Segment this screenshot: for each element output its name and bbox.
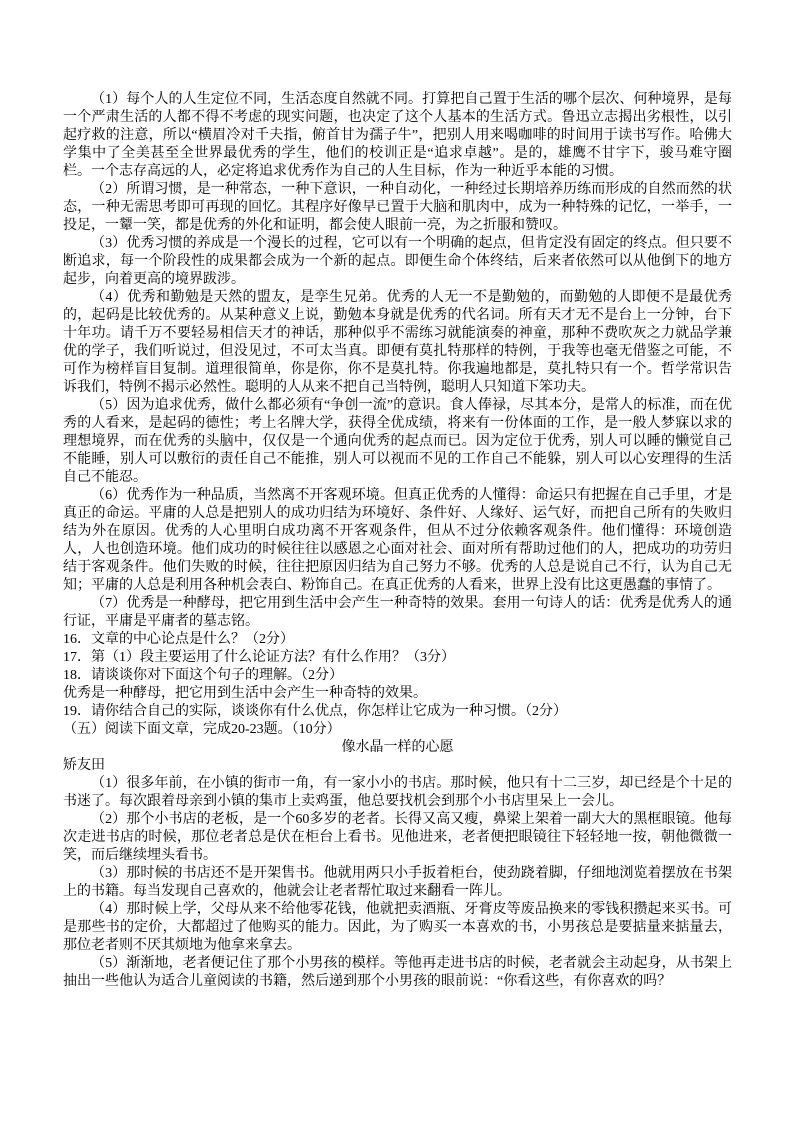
essay1-paragraph-2: （2）所谓习惯，是一种常态，一种下意识，一种自动化，一种经过长期培养历练而形成的自然而然的状态，一种无需思考即可再现的回忆。其程序好像早已置于大脑和肌肉中，成为一种特殊的记忆，一举手，一投足，一颦一笑，都是优秀的外化和证明，都会使人眼前一亮，为之折服和赞叹。 bbox=[63, 182, 732, 233]
question-18: 18．请谈谈你对下面这个句子的理解。（2分） bbox=[63, 668, 343, 683]
essay-excellence-habit bbox=[63, 91, 732, 631]
essay1-paragraph-3: （3）优秀习惯的养成是一个漫长的过程，它可以有一个明确的起点，但肯定没有固定的终点。但只要不断追求，每一个阶段性的成果都会成为一个新的起点。即便生命个体终结，后来者依然可以从他倒下的地方起步，向着更高的境界跋涉。 bbox=[63, 236, 732, 287]
question-17: 17．第（1）段主要运用了什么论证方法？有什么作用？（3分） bbox=[63, 650, 455, 665]
passage-author: 矫友田 bbox=[63, 758, 105, 773]
essay1-paragraph-7: （7）优秀是一种酵母，把它用到生活中会产生一种奇特的效果。套用一句诗人的话：优秀是优秀人的通行证，平庸是平庸者的墓志铭。 bbox=[63, 596, 732, 629]
passage2-paragraph-4: （4）那时候上学，父母从来不给他零花钱，他就把卖酒瓶、牙膏皮等废品换来的零钱积攒起来买书。可是那些书的定价，大都超过了他购买的能力。因此，为了购买一本喜欢的书，小男孩总是要掂量来掂量去，那位老者则不厌其烦地为他拿来拿去。 bbox=[63, 902, 732, 953]
essay1-paragraph-5: （5）因为追求优秀，做什么都必须有“争创一流”的意识。食人俸禄，尽其本分，是常人的标准，而在优秀的人看来，是起码的德性；考上名牌大学，获得全优成绩，将来有一份体面的工作，是一般人梦寐以求的理想境界，而在优秀的头脑中，仅仅是一个通向优秀的起点而已。因为定位于优秀，别人可以睡的懒觉自己不能睡，别人可以敷衍的责任自己不能推，别人可以视而不见的工作自己不能躲，别人可以心安理得的生活自己不能忍。 bbox=[63, 398, 732, 485]
passage2-paragraph-3: （3）那时候的书店还不是开架售书。他就用两只小手扳着柜台，使劲跷着脚，仔细地浏览着摆放在书架上的书籍。每当发现自己喜欢的，他就会让老者帮忙取过来翻看一阵儿。 bbox=[63, 866, 732, 899]
essay1-paragraph-4: （4）优秀和勤勉是天然的盟友，是孪生兄弟。优秀的人无一不是勤勉的，而勤勉的人即便不是最优秀的，起码是比较优秀的。从某种意义上说，勤勉本身就是优秀的代名词。所有天才无不是台上一分钟，台下十年功。请千万不要轻易相信天才的神话，那种似乎不需练习就能演奏的神童，那种不费吹灰之力就品学兼优的学子，我们听说过，但没见过，不可太当真。即便有莫扎特那样的特例，于我等也毫无借鉴之可能，不可作为榜样盲目复制。道理很简单，你是你，你不是莫扎特。你我遍地都是，莫扎特只有一个。哲学常识告诉我们，特例不揭示必然性。聪明的人从来不把自己当特例，聪明人只知道下笨功夫。 bbox=[63, 290, 732, 395]
question-18-quote: 优秀是一种酵母，把它用到生活中会产生一种奇特的效果。 bbox=[63, 686, 427, 701]
passage2-paragraph-5: （5）渐渐地，老者便记住了那个小男孩的模样。等他再走进书店的时候，老者就会主动起身，从书架上抽出一些他认为适合儿童阅读的书籍，然后递到那个小男孩的眼前说：“你看这些，有你喜欢的吗？ bbox=[63, 956, 732, 989]
passage-title: 像水晶一样的心愿 bbox=[341, 740, 454, 755]
question-list bbox=[63, 631, 732, 721]
question-16: 16．文章的中心论点是什么？（2分） bbox=[63, 632, 294, 647]
section-five-header: （五）阅读下面文章，完成20-23题。（10分） bbox=[63, 722, 341, 737]
passage2-paragraph-2: （2）那个小书店的老板，是一个60多岁的老者。长得又高又瘦，鼻梁上架着一副大大的黑框眼镜。他每次走进书店的时候，那位老者总是伏在柜台上看书。见他进来，老者便把眼镜往下轻轻地一按，朝他微微一笑，而后继续埋头看书。 bbox=[63, 812, 732, 863]
question-19: 19．请你结合自己的实际，谈谈你有什么优点，你怎样让它成为一种习惯。（2分） bbox=[63, 704, 567, 719]
essay1-paragraph-6: （6）优秀作为一种品质，当然离不开客观环境。但真正优秀的人懂得：命运只有把握在自己手里，才是真正的命运。平庸的人总是把别人的成功归结为环境好、条件好、人缘好、运气好，而把自己所有的失败归结为外在原因。优秀的人心里明白成功离不开客观条件，但从不过分依赖客观条件。他们懂得：环境创造人，人也创造环境。他们成功的时候往往以感恩之心面对社会、面对所有帮助过他们的人，把成功的功劳归结于客观条件。他们失败的时候，往往把原因归结为自己努力不够。优秀的人总是说自己不行，认为自己无知；平庸的人总是利用各种机会表白、粉饰自己。在真正优秀的人看来，世界上没有比这更愚蠢的事情了。 bbox=[63, 488, 732, 593]
passage2-paragraph-1: （1）很多年前，在小镇的街市一角，有一家小小的书店。那时候，他只有十二三岁，却已经是个十足的书迷了。每次跟着母亲到小镇的集市上卖鸡蛋，他总要找机会到那个小书店里呆上一会儿。 bbox=[63, 776, 732, 809]
section-five-reading bbox=[63, 721, 732, 991]
essay1-paragraph-1: （1）每个人的人生定位不同，生活态度自然就不同。打算把自己置于生活的哪个层次、何种境界，是每一个严肃生活的人都不得不考虑的现实问题，也决定了这个人基本的生活方式。鲁迅立志揭出劣根性，以引起疗救的注意，所以“横眉冷对千夫指，俯首甘为孺子牛”，把别人用来喝咖啡的时间用于读书写作。哈佛大学集中了全美甚至全世界最优秀的学生，他们的校训正是“追求卓越”。是的，雄鹰不甘宇下，骏马难守圈栏。一个志存高远的人，必定将追求优秀作为自己的人生目标，作为一种近乎本能的习惯。 bbox=[63, 92, 732, 179]
